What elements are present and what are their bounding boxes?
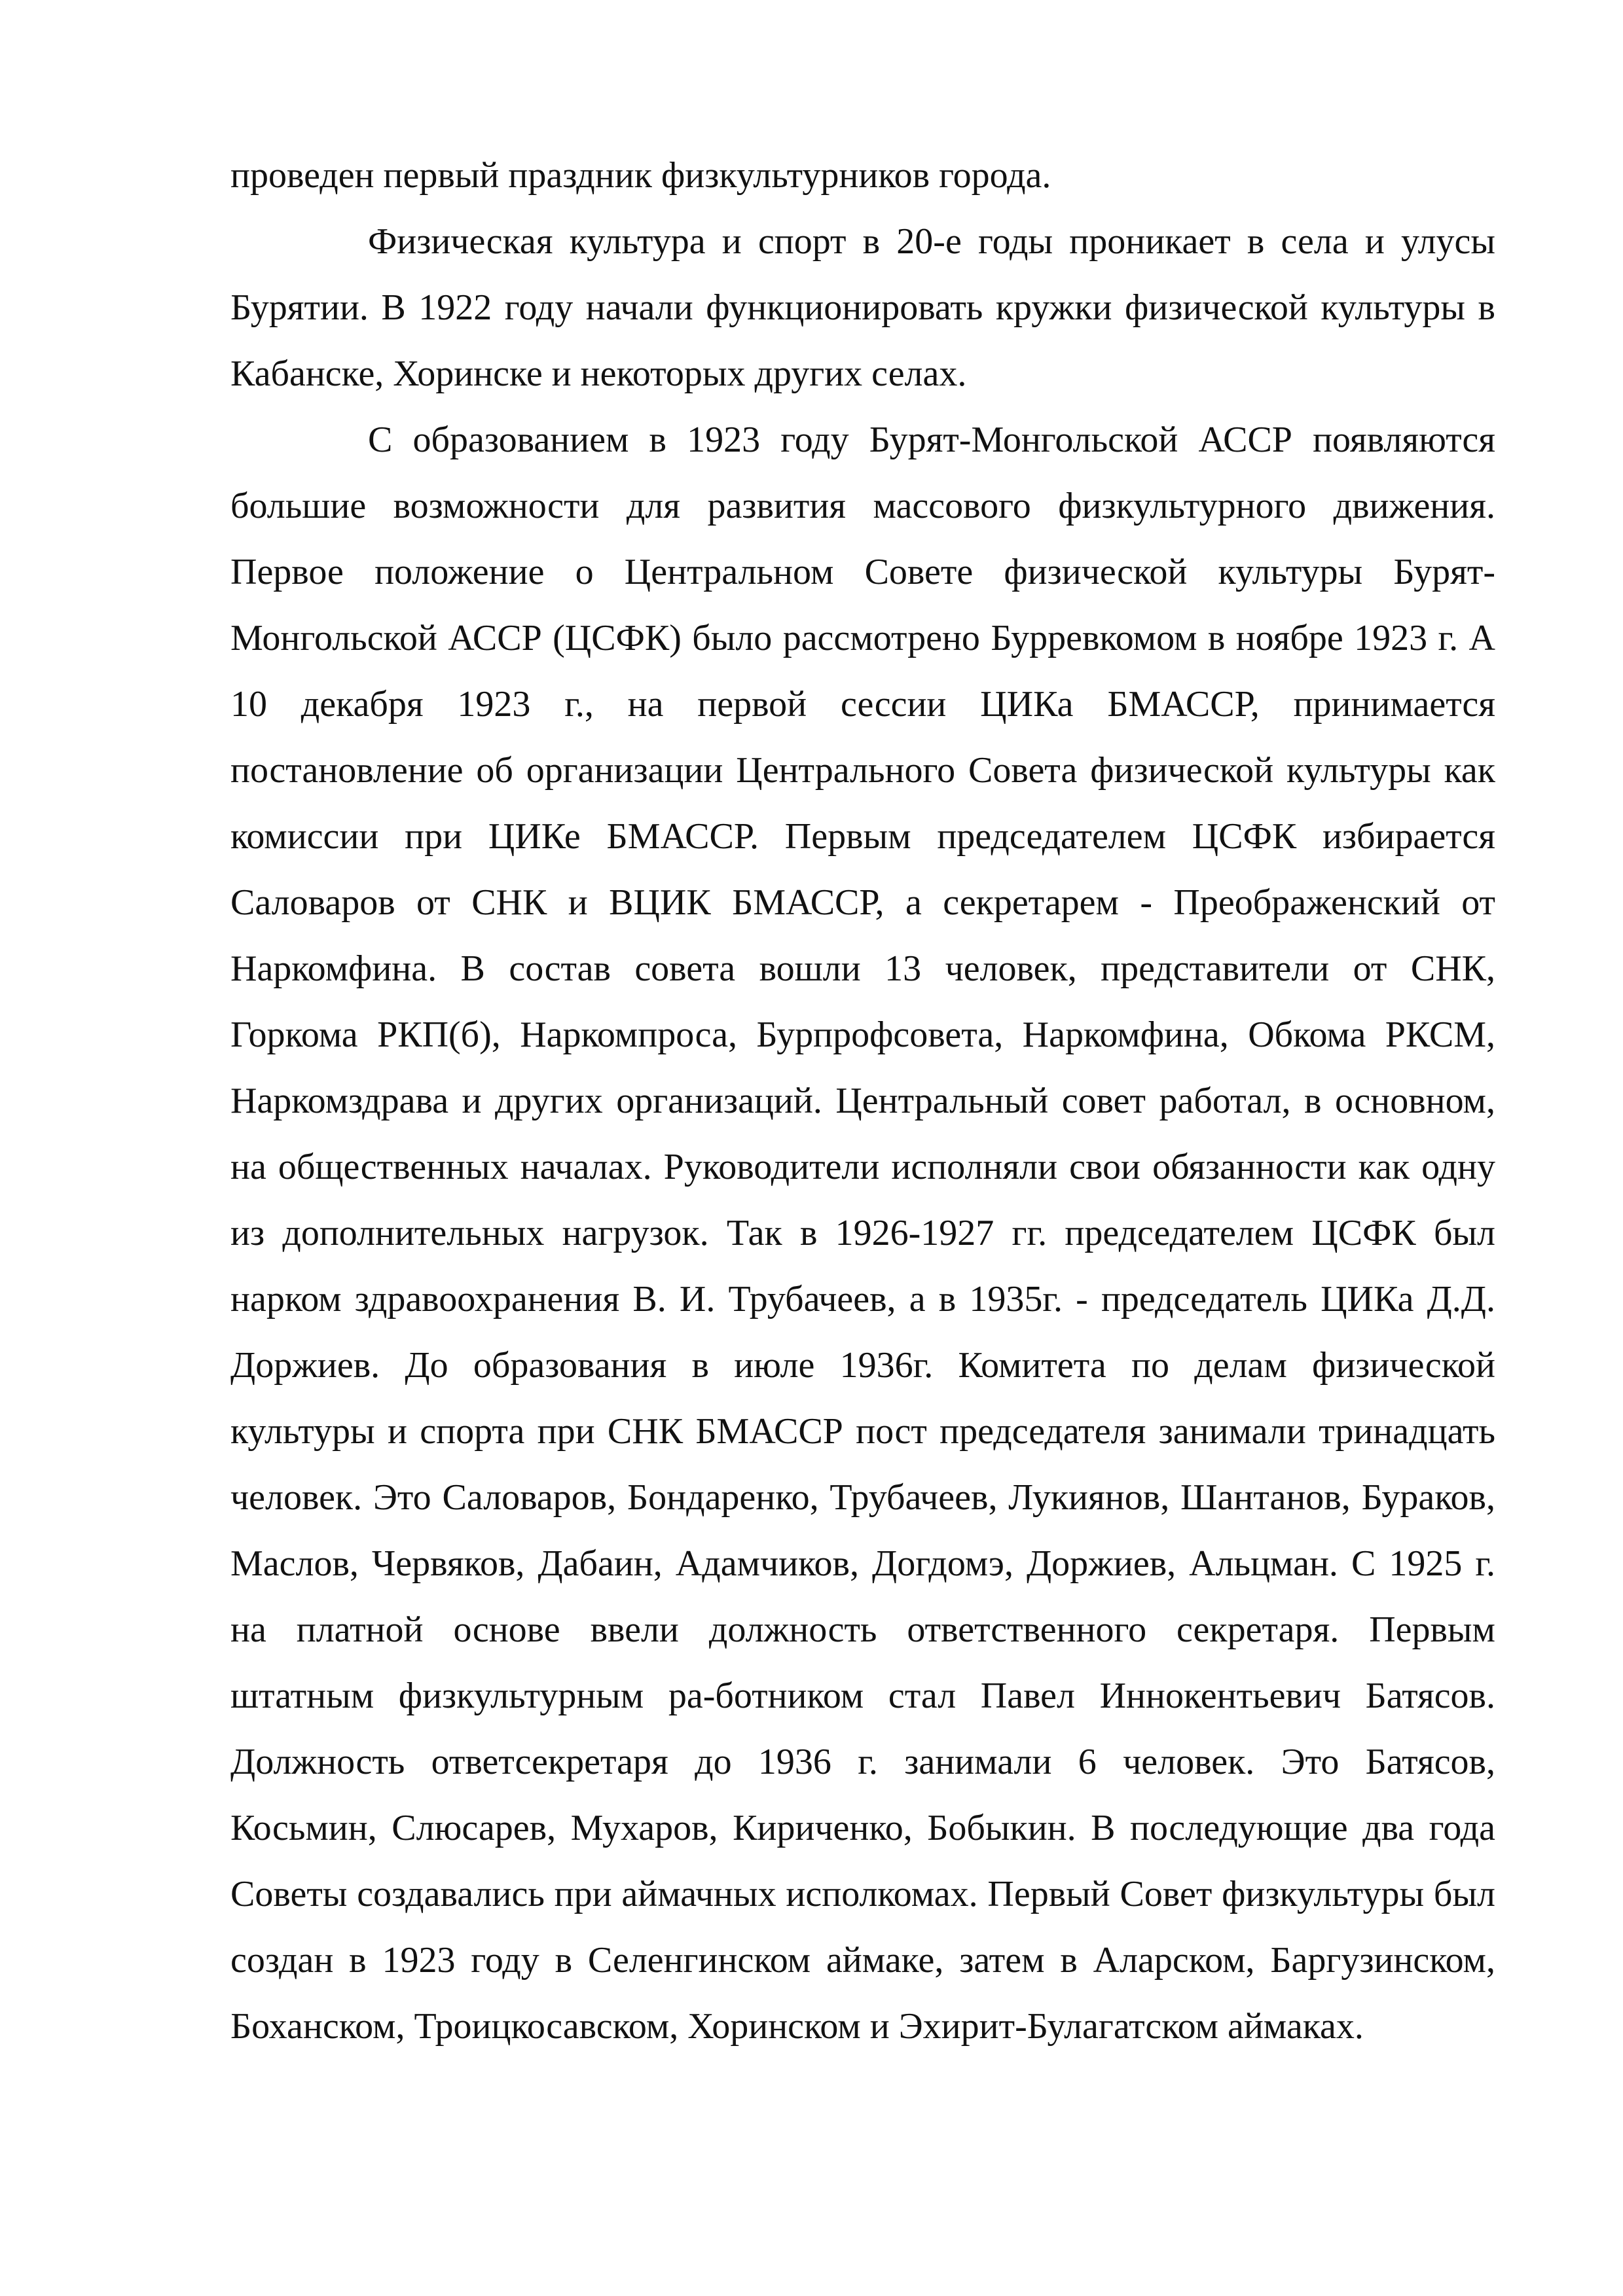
paragraph-central-council-history: С образованием в 1923 году Бурят-Монгольской АССР появляются большие возможности для развития массового физкультурного движения. Первое положение о Центральном Совете физической культуры Бурят-Монгольской АССР (ЦСФК) было рассмотрено Бурревкомом в ноябре 1923 г. А 10 декабря 1923 г., на первой сессии ЦИКа БМАССР, принимается постановление об организации Центрального Совета физической культуры как комиссии при ЦИКе БМАССР. Первым председателем ЦСФК избирается Саловаров от СНК и ВЦИК БМАССР, а секретарем - Преображенский от Наркомфина. В состав совета вошли 13 человек, представители от СНК, Горкома РКП(б), Наркомпроса, Бурпрофсовета, Наркомфина, Обкома РКСМ, Наркомздрава и других организаций. Центральный совет работал, в основном, на общественных началах. Руководители исполняли свои обязанности как одну из дополнительных нагрузок. Так в 1926-1927 гг. председателем ЦСФК был нарком здравоохранения В. И. Трубачеев, а в 1935г. - председатель ЦИКа Д.Д. Доржиев. До образования в июле 1936г. Комитета по делам физической культуры и спорта при СНК БМАССР пост председателя занимали тринадцать человек. Это Саловаров, Бондаренко, Трубачеев, Лукиянов, Шантанов, Бураков, Маслов, Червяков, Дабаин, Адамчиков, Догдомэ, Доржиев, Альцман. С 1925 г. на платной основе ввели должность ответственного секретаря. Первым штатным физкультурным ра-ботником стал Павел Иннокентьевич Батясов. Должность ответсекретаря до 1936 г. занимали 6 человек. Это Батясов, Косьмин, Слюсарев, Мухаров, Кириченко, Бобыкин. В последующие два года Советы создавались при аймачных исполкомах. Первый Совет физкультуры был создан в 1923 году в Селенгинском аймаке, затем в Аларском, Баргузинском, Боханском, Троицкосавском, Хоринском и Эхирит-Булагатском аймаках. (230, 420, 1495, 2047)
body-text (230, 143, 1495, 2060)
paragraph-continuation: проведен первый праздник физкультурников города. (230, 155, 1051, 196)
paragraph-physical-culture-villages: Физическая культура и спорт в 20-е годы проникает в села и улусы Бурятии. В 1922 году начали функционировать кружки физической культуры в Кабанске, Хоринске и некоторых других селах. (230, 221, 1495, 394)
